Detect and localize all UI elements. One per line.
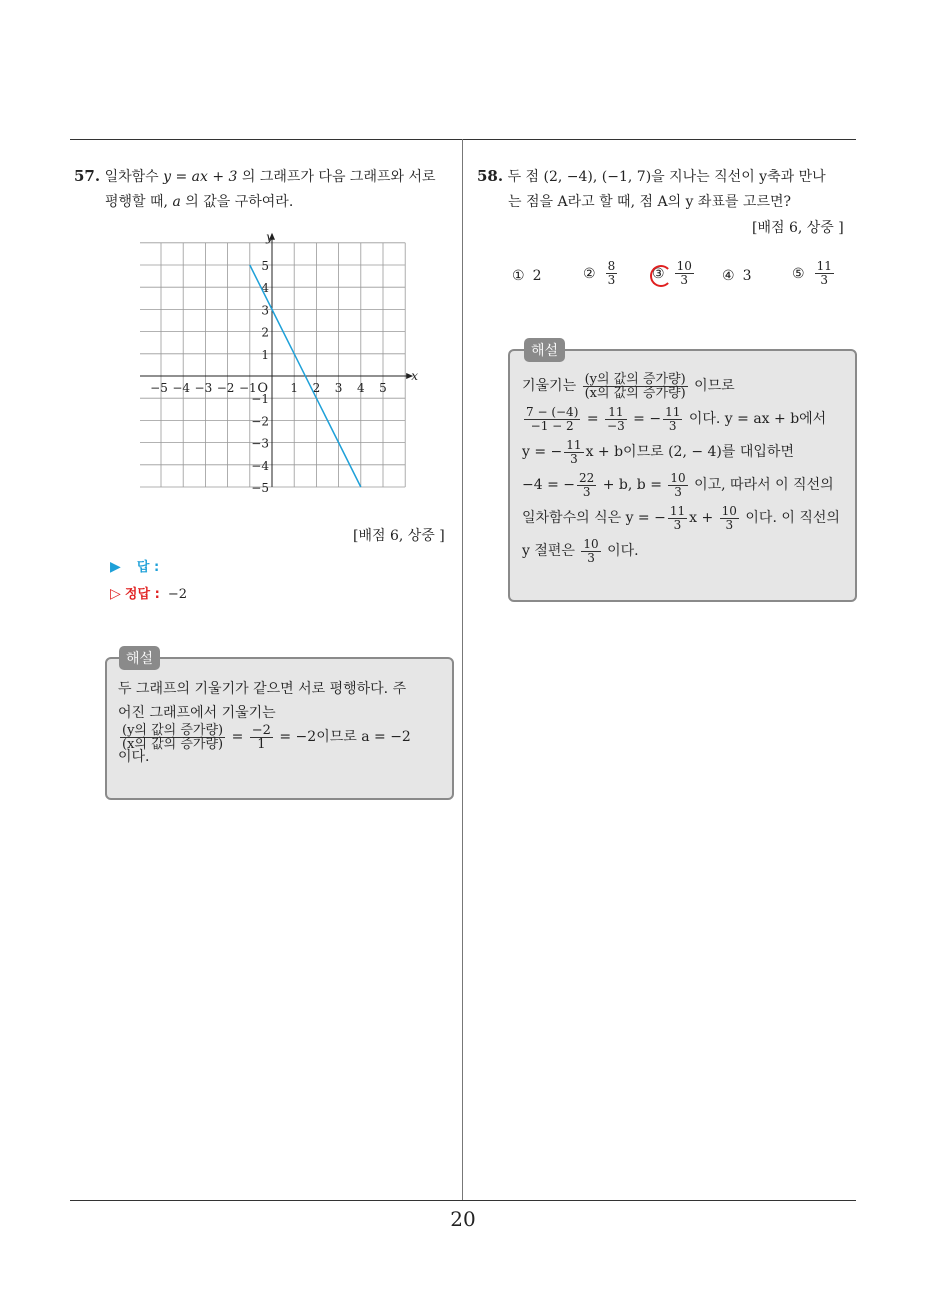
score-label: [배점 6, 상중 ] xyxy=(353,528,445,544)
y-tick-label: 1 xyxy=(261,347,269,362)
y-tick-label: 5 xyxy=(261,259,269,273)
coordinate-graph xyxy=(140,230,420,505)
x-tick-label: 5 xyxy=(379,381,387,395)
choice-value: 3 xyxy=(742,268,752,284)
answer-circle xyxy=(650,265,672,287)
question-58 xyxy=(477,163,862,190)
explanation-tag: 해설 xyxy=(524,338,565,362)
y-tick-label: −1 xyxy=(251,392,269,407)
correct-row xyxy=(110,583,187,602)
x-tick-label: −1 xyxy=(238,381,257,395)
question-57 xyxy=(74,163,459,190)
explanation-text-58 xyxy=(522,370,852,568)
question-number: 58. xyxy=(477,167,504,185)
explanation-line: 이다. xyxy=(118,749,150,765)
question-57-line2 xyxy=(105,189,293,215)
x-tick-label: −3 xyxy=(194,381,213,395)
score-label: [배점 6, 상중 ] xyxy=(752,220,844,236)
explanation-line: 기울기는 $\frac{\text{(y의 값의 증가량)}}{\text{(x의 값의 증가량)}}$ 이므로 xyxy=(522,371,735,401)
play-icon: ▶ xyxy=(110,559,121,575)
choice-4[interactable] xyxy=(722,268,751,284)
explanation-line: −4 = − $\frac{22}{3}$ + b, b = $\frac{10}{3}$ 이고, 따라서 이 직선의 xyxy=(522,470,834,499)
fraction: $\frac{-2}{1}$ xyxy=(251,722,271,752)
y-tick-label: 4 xyxy=(261,281,269,296)
x-tick-label: −2 xyxy=(216,381,235,395)
choice-mark: ④ xyxy=(722,268,735,284)
choice-mark: ⑤ xyxy=(792,265,805,282)
question-number: 57. xyxy=(74,167,101,185)
answer-row xyxy=(110,556,159,575)
y-axis-label: y xyxy=(266,230,273,244)
equation: y = ax + 3 xyxy=(163,169,238,185)
choice-mark: ① xyxy=(512,268,525,284)
y-tick-label: −4 xyxy=(251,458,269,473)
y-tick-label: −3 xyxy=(251,436,269,451)
origin-label: O xyxy=(257,381,268,396)
x-tick-label: 2 xyxy=(312,381,321,395)
correct-label: 정답 : xyxy=(124,587,160,602)
equals: = xyxy=(231,729,244,745)
y-tick-label: −5 xyxy=(251,481,269,495)
y-tick-label: −2 xyxy=(251,414,269,429)
explanation-formula xyxy=(118,722,448,752)
question-text: 의 값을 구하여라. xyxy=(185,194,294,210)
bottom-rule xyxy=(70,1200,856,1201)
choice-1[interactable] xyxy=(512,268,541,284)
variable: a xyxy=(172,194,181,210)
explanation-line: 두 그래프의 기울기가 같으면 서로 평행하다. 주 xyxy=(118,681,407,697)
x-tick-label: −4 xyxy=(172,381,191,395)
y-tick-label: 2 xyxy=(261,325,269,340)
choice-value: $\frac{8}{3}$ xyxy=(607,259,616,287)
question-text: 평행할 때, xyxy=(105,194,168,210)
column-divider xyxy=(462,139,463,1201)
explanation-text-57 xyxy=(118,678,448,768)
choice-value: $\frac{10}{3}$ xyxy=(676,259,692,287)
choice-value: 2 xyxy=(532,268,542,284)
choice-mark: ③ xyxy=(652,265,665,282)
question-text: 두 점 (2, −4), (−1, 7)을 지나는 직선이 y축과 만나 xyxy=(507,169,826,185)
fraction: $\frac{\text{(y의 값의 증가량)}}{\text{(x의 값의 증가량)}}$ xyxy=(122,722,224,752)
explanation-line: y = − $\frac{11}{3}$ x + b이므로 (2, − 4)를 대입하면 xyxy=(522,437,794,466)
choice-mark: ② xyxy=(583,265,596,282)
x-tick-label: −5 xyxy=(150,381,168,395)
choice-2[interactable] xyxy=(583,260,619,287)
x-tick-label: 4 xyxy=(356,381,365,395)
question-58-line2: 는 점을 A라고 할 때, 점 A의 y 좌표를 고르면? xyxy=(508,194,791,210)
correct-value: −2 xyxy=(167,587,188,602)
explanation-tag: 해설 xyxy=(119,646,160,670)
x-axis-label: x xyxy=(411,369,418,383)
choice-value: $\frac{11}{3}$ xyxy=(816,259,832,287)
explanation-text: = −2이므로 a = −2 xyxy=(279,729,411,745)
x-tick-label: 3 xyxy=(334,381,343,395)
x-tick-label: 1 xyxy=(290,381,299,395)
explanation-line: y 절편은 $\frac{10}{3}$ 이다. xyxy=(522,536,639,565)
answer-label: 답 : xyxy=(136,560,160,575)
explanation-line: 일차함수의 식은 y = − $\frac{11}{3}$ x + $\frac{10}{3}$ 이다. 이 직선의 xyxy=(522,503,840,532)
play-outline-icon: ▷ xyxy=(110,586,121,602)
question-text: 의 그래프가 다음 그래프와 서로 xyxy=(241,169,436,185)
question-text: 일차함수 xyxy=(104,169,159,185)
page-number: 20 xyxy=(450,1207,476,1231)
choice-5[interactable] xyxy=(792,260,836,287)
explanation-line: 어진 그래프에서 기울기는 xyxy=(118,705,276,721)
explanation-line: $\frac{7 - (-4)}{-1 - 2}$ = $\frac{11}{-3}$ = − $\frac{11}{3}$ 이다. y = ax + b에서 xyxy=(526,404,827,433)
y-tick-label: 3 xyxy=(261,303,269,318)
top-rule xyxy=(70,139,856,140)
